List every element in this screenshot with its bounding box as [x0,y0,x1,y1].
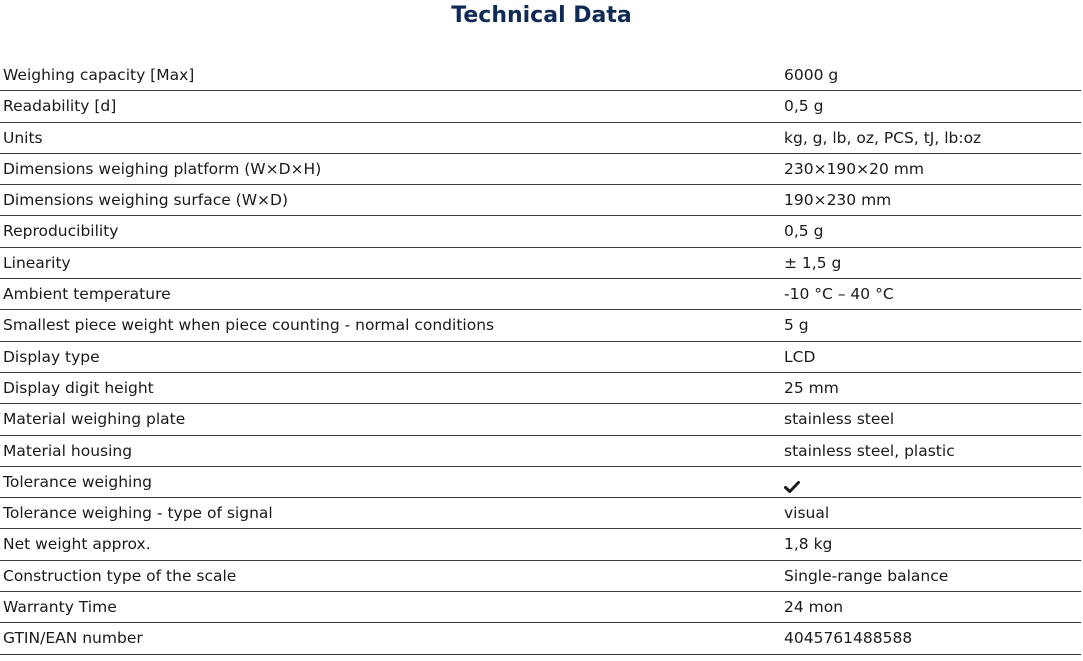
row-label: GTIN/EAN number [3,629,143,648]
row-value: 1,8 kg [784,535,833,554]
row-label: Net weight approx. [3,535,151,554]
row-label: Tolerance weighing [3,472,152,491]
checkmark-icon [784,474,800,488]
table-row [0,404,1081,435]
row-label: Warranty Time [3,598,117,617]
table-row [0,248,1081,279]
row-value: kg, g, lb, oz, PCS, tJ, lb:oz [784,128,982,147]
table-row [0,185,1081,216]
row-label: Smallest piece weight when piece counting - normal conditions [3,316,495,335]
table-row [0,498,1081,529]
row-value: 5 g [784,316,809,335]
row-value: Single-range balance [784,566,949,585]
row-label: Reproducibility [3,222,119,241]
table-row [0,279,1081,310]
table-row [0,436,1081,467]
table-row [0,373,1081,404]
row-label: Display type [3,347,100,366]
row-label: Dimensions weighing platform (W×D×H) [3,159,322,178]
row-label: Tolerance weighing - type of signal [3,504,273,523]
row-label: Readability [d] [3,97,117,116]
row-value: 4045761488588 [784,629,913,648]
table-row [0,529,1081,560]
row-value: stainless steel [784,410,895,429]
row-label: Display digit height [3,378,154,397]
table-row [0,561,1081,592]
table-row [0,91,1081,122]
table-row [0,216,1081,247]
row-value: 190×230 mm [784,191,892,210]
row-label: Units [3,128,43,147]
technical-data-table [0,60,1081,655]
page-title: Technical Data [451,3,632,28]
table-row [0,310,1081,341]
table-row [0,592,1081,623]
row-value: 0,5 g [784,222,824,241]
row-value: 25 mm [784,378,839,397]
row-value: -10 °C – 40 °C [784,285,894,304]
row-value: ± 1,5 g [784,253,842,272]
table-row [0,154,1081,185]
row-label: Linearity [3,253,71,272]
row-label: Material housing [3,441,133,460]
table-row [0,60,1081,91]
row-value: 230×190×20 mm [784,159,924,178]
row-value: 6000 g [784,66,839,84]
row-value: LCD [784,347,816,366]
row-label: Dimensions weighing surface (W×D) [3,191,289,210]
table-row [0,342,1081,373]
row-label: Weighing capacity [Max] [3,66,195,84]
row-value: visual [784,504,830,523]
table-row [0,467,1081,498]
row-value: 0,5 g [784,97,824,116]
row-label: Ambient temperature [3,285,171,304]
row-value [784,467,1081,497]
row-label: Construction type of the scale [3,566,237,585]
row-value: 24 mon [784,598,844,617]
row-label: Material weighing plate [3,410,186,429]
row-value: stainless steel, plastic [784,441,955,460]
table-row [0,123,1081,154]
table-row [0,623,1081,654]
